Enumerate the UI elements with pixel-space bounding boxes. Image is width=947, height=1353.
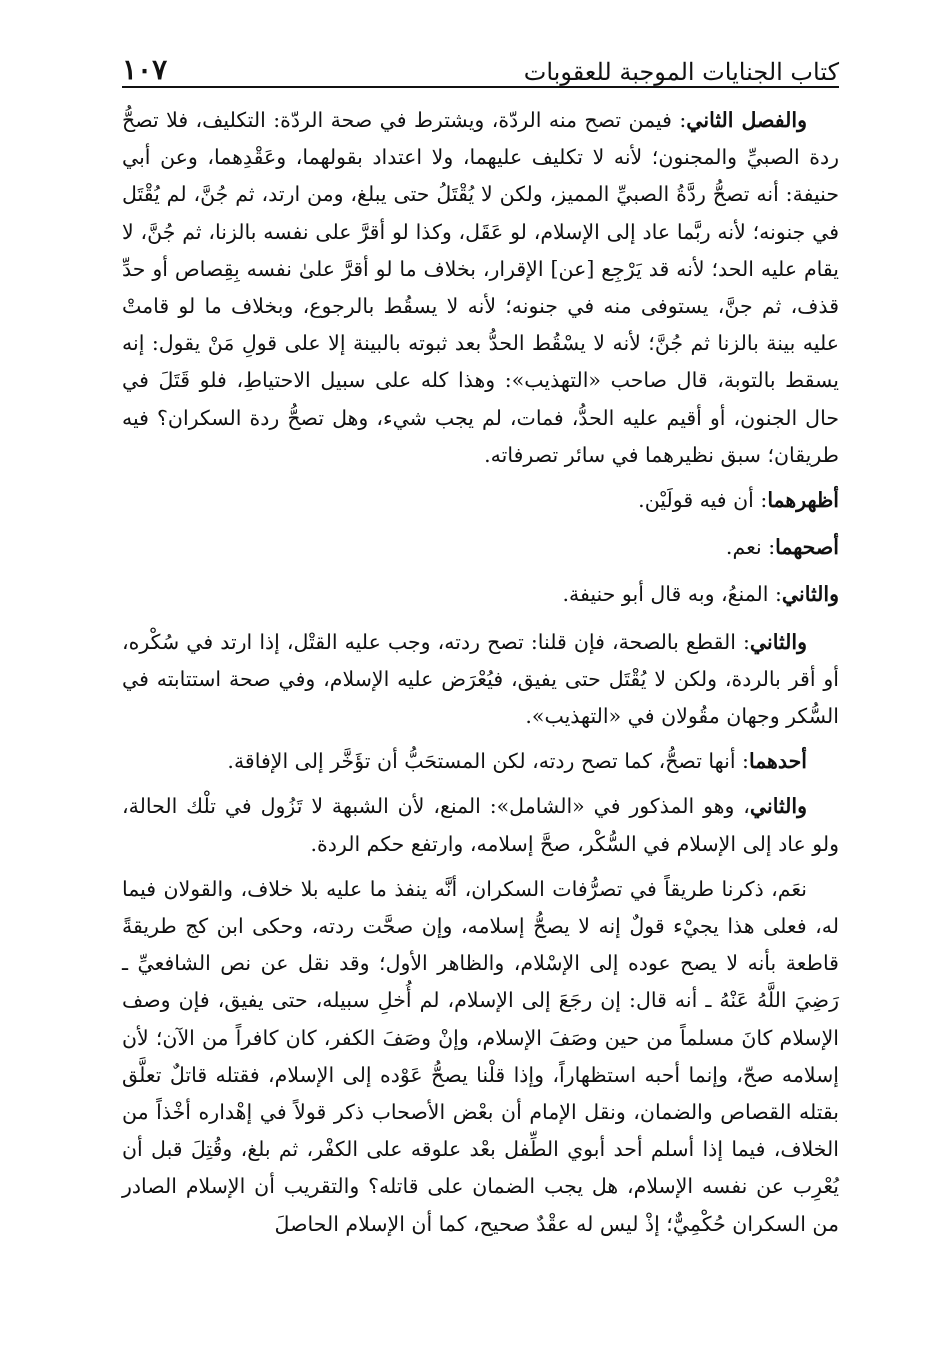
paragraph-text: : القطع بالصحة، فإن قلنا: تصح ردته، وجب عليه القتْل، إذا ارتد في سُكْره، أو أقر بالردة، ولكن لا يُقْتَل حتى يفيق، فيُعْرَض عليه الإسلام، وفي صحة استتابته في السُّكر وجهان مقُولان في «التهذيب».	[122, 629, 839, 729]
paragraph-label: والفصل الثاني	[686, 108, 807, 132]
paragraph-label: والثاني	[749, 629, 807, 654]
paragraph	[122, 624, 839, 736]
paragraph-text: : أنها تصحُّ، كما تصح ردته، لكن المستحَبُّ أن تؤَخَّر إلى الإفاقة.	[227, 749, 749, 774]
body-text	[122, 102, 839, 1243]
running-header	[122, 42, 839, 88]
paragraph-text: نعَم، ذكرنا طريقاً في تصرُّفات السكران، أنَّه ينفذ ما عليه بلا خلاف، والقولان فيما له، فعلى هذا يجيْء قولٌ إنه لا يصحُّ إسلامه، وإن صحَّت ردته، وحكى ابن كج طريقةً قاطعة بأنه لا يصح عوده إلى الإسْلام، والظاهر الأول؛ وقد نقل عن نص الشافعيِّ ـ رَضِيَ اللَّهُ عَنْهُ ـ أنه قال: إن رجَعَ إلى الإسلام، لم أُخلِ سبيله، حتى يفيق، فإن وصف الإسلام كانَ مسلماً من حين وصَفَ الإسلام، وإنْ وصَفَ الكفر، كان كافراً من الآن؛ لأن إسلامه صحّ، وإنما أحبه استظهاراً، وإذا قلْنا يصحُّ عَوْده إلى الإسلام، فقتله قاتلٌ تعلَّق بقتله القصاص والضمان، ونقل الإمام أن بعْض الأصحاب ذكر قولاً في إهْداره أخْذاً من الخلاف، فيما إذا أسلم أحد أبوي الطِّفل بعْد علوقه على الكفْر، ثم بلغ، وقُتِلَ قبل أن يُعْرِب عن نفسه الإسلام، هل يجب الضمان على قاتله؟ والتقريب أن الإسلام الصادر من السكران حُكْمِيٌّ؛ إذْ ليس له عقْدٌ صحيح، كما أن الإسلام الحاصلَ	[122, 876, 839, 1236]
paragraph	[122, 482, 839, 519]
paragraph	[122, 743, 839, 780]
paragraph-text: : أن فيه قولَيْن.	[638, 488, 768, 513]
paragraph-label: أصحهما	[775, 535, 839, 560]
paragraph	[122, 529, 839, 566]
paragraph-text: ، وهو المذكور في «الشامل»: المنع، لأن الشبهة لا تَزُول في تلْك الحالة، ولو عاد إلى الإسلام في السُّكْر، صحَّ إسلامه، وارتفع حكم الردة.	[122, 794, 839, 856]
paragraph-label: والثاني	[749, 794, 807, 819]
paragraph	[122, 788, 839, 862]
paragraph-label: أحدهما	[748, 749, 807, 774]
paragraph-text: : نعم.	[725, 535, 776, 560]
paragraph-label: والثاني	[781, 582, 839, 607]
paragraph-label: أظهرهما	[767, 488, 839, 513]
paragraph	[122, 871, 839, 1243]
paragraph	[122, 102, 839, 474]
page-number: ١٠٧	[122, 53, 168, 86]
paragraph	[122, 576, 839, 613]
paragraph-text: : المنعُ، وبه قال أبو حنيفة.	[562, 582, 782, 607]
paragraph-text: : فيمن تصح منه الردّة، ويشترط في صحة الردّة: التكليف، فلا تصحُّ ردة الصبيِّ والمجنون؛ لأنه لا تكليف عليهما، ولا اعتداد بقولهما، وعَقْدِهما، وعن أبي حنيفة: أنه تصحُّ ردَّةُ الصبيِّ المميز، ولكن لا يُقْتَلُ حتى يبلغ، ومن ارتد، ثم جُنَّ، لم يُقْتَل في جنونه؛ لأنه ربَّما عاد إلى الإسلام، لو عَقَل، وكذا لو أقرَّ على نفسه بالزنا، ثم جُنَّ، لا يقام عليه الحد؛ لأنه قد يَرْجِع [عن] الإقرار، بخلاف ما لو أقرَّ علىٰ نفسه بِقِصاص أو حدِّ قذف، ثم جنَّ، يستوفى منه في جنونه؛ لأنه لا يسقُط بالرجوع، وبخلاف ما لو قامتْ عليه بينة بالزنا ثم جُنَّ؛ لأنه لا يسْقُط الحدُّ بعد ثبوته بالبينة إلا على قولِ مَنْ يقول: إنه يسقط بالتوبة، قال صاحب «التهذيب»: وهذا كله على سبيل الاحتياطِ، فلو قَتَلَ في حال الجنون، أو أقيم عليه الحدُّ، فمات، لم يجب شيء، وهل تصحُّ ردة السكران؟ فيه طريقان؛ سبق نظيرهما في سائر تصرفاته.	[122, 108, 839, 467]
chapter-title: كتاب الجنايات الموجبة للعقوبات	[523, 58, 839, 86]
